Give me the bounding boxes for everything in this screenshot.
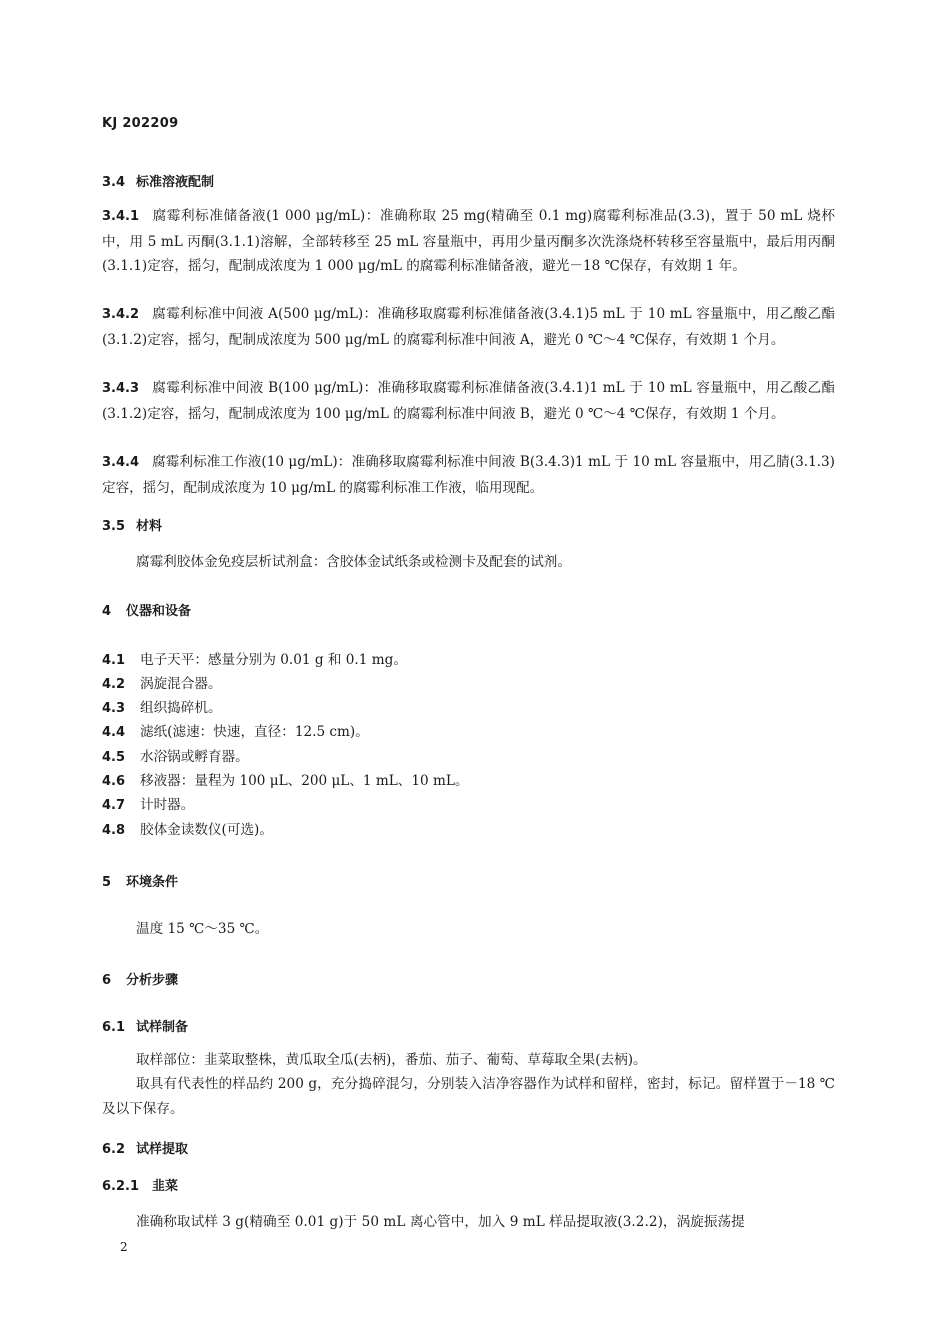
- section-title: 分析步骤: [126, 973, 179, 988]
- item-number: 4.8: [102, 823, 126, 838]
- item-text: 计时器。: [140, 797, 195, 813]
- section-title: 韭菜: [152, 1179, 179, 1194]
- item-number: 4.7: [102, 798, 126, 813]
- section-3-4-heading: [102, 171, 214, 190]
- materials-text: 腐霉利胶体金免疫层析试剂盒：含胶体金试纸条或检测卡及配套的试剂。: [136, 554, 571, 570]
- sampling-text: 取样部位：韭菜取整株，黄瓜取全瓜(去柄)，番茄、茄子、葡萄、草莓取全果(去柄)。: [136, 1052, 647, 1068]
- item-number: 4.3: [102, 701, 126, 716]
- section-number: 5: [102, 875, 112, 890]
- section-6-2-heading: [102, 1138, 188, 1157]
- section-6-heading: [102, 969, 178, 988]
- item-text: 涡旋混合器。: [140, 676, 222, 692]
- clause-text: 腐霉利标准工作液(10 μg/mL)：准确移取腐霉利标准中间液 B(3.4.3)1 mL 于 10 mL 容量瓶中，用乙腈(3.1.3)定容，摇匀，配制成浓度为 10 μg/mL 的腐霉利标准工作液，临用现配。: [102, 454, 835, 496]
- item-number: 4.6: [102, 774, 126, 789]
- clause-number: 3.4.4: [102, 455, 140, 470]
- item-text: 水浴锅或孵育器。: [140, 749, 249, 765]
- equipment-item: [102, 769, 469, 794]
- equipment-item: [102, 720, 369, 745]
- section-number: 6.2: [102, 1142, 126, 1157]
- page-number: 2: [120, 1240, 128, 1254]
- document-code: KJ 202209: [102, 116, 179, 131]
- section-title: 试样制备: [136, 1020, 189, 1035]
- section-5-heading: [102, 871, 178, 890]
- section-title: 试样提取: [136, 1142, 189, 1157]
- environment-text: 温度 15 ℃～35 ℃。: [136, 921, 269, 937]
- item-text: 组织捣碎机。: [140, 700, 222, 716]
- sample-prep-text: 取具有代表性的样品约 200 g，充分捣碎混匀，分别装入洁净容器作为试样和留样，密封，标记。留样置于－18 ℃及以下保存。: [102, 1076, 835, 1117]
- equipment-item: [102, 818, 273, 843]
- paragraph-3-4-4: [102, 450, 835, 500]
- section-number: 4: [102, 604, 112, 619]
- item-text: 胶体金读数仪(可选)。: [140, 822, 273, 838]
- equipment-item: [102, 696, 222, 721]
- section-number: 6.1: [102, 1020, 126, 1035]
- equipment-item: [102, 793, 194, 818]
- section-6-2-1-heading: [102, 1175, 178, 1194]
- section-title: 标准溶液配制: [136, 175, 215, 190]
- item-number: 4.4: [102, 725, 126, 740]
- section-title: 材料: [136, 519, 163, 534]
- clause-text: 腐霉利标准中间液 A(500 μg/mL)：准确移取腐霉利标准储备液(3.4.1)5 mL 于 10 mL 容量瓶中，用乙酸乙酯(3.1.2)定容，摇匀，配制成浓度为 500 μg/mL 的腐霉利标准中间液 A，避光 0 ℃～4 ℃保存，有效期 1 个月。: [102, 306, 835, 348]
- equipment-item: [102, 745, 249, 770]
- clause-text: 腐霉利标准中间液 B(100 μg/mL)：准确移取腐霉利标准储备液(3.4.1)1 mL 于 10 mL 容量瓶中，用乙酸乙酯(3.1.2)定容，摇匀，配制成浓度为 100 μg/mL 的腐霉利标准中间液 B，避光 0 ℃～4 ℃保存，有效期 1 个月。: [102, 380, 835, 422]
- equipment-item: [102, 648, 407, 673]
- section-6-1-heading: [102, 1016, 188, 1035]
- extraction-text: 准确称取试样 3 g(精确至 0.01 g)于 50 mL 离心管中，加入 9 mL 样品提取液(3.2.2)，涡旋振荡提: [136, 1214, 745, 1230]
- section-number: 3.4: [102, 175, 126, 190]
- section-number: 3.5: [102, 519, 126, 534]
- clause-number: 3.4.3: [102, 381, 140, 396]
- section-4-heading: [102, 600, 191, 619]
- item-number: 4.2: [102, 677, 126, 692]
- clause-text: 腐霉利标准储备液(1 000 μg/mL)：准确称取 25 mg(精确至 0.1 mg)腐霉利标准品(3.3)，置于 50 mL 烧杯中，用 5 mL 丙酮(3.1.1)溶解，全部转移至 25 mL 容量瓶中，再用少量丙酮多次洗涤烧杯转移至容量瓶中，最后用丙酮(3.1.1)定容，摇匀，配制成浓度为 1 000 μg/mL 的腐霉利标准储备液，避光－18 ℃保存，有效期 1 年。: [102, 208, 835, 275]
- clause-number: 3.4.2: [102, 307, 140, 322]
- section-number: 6: [102, 973, 112, 988]
- item-number: 4.5: [102, 750, 126, 765]
- item-text: 电子天平：感量分别为 0.01 g 和 0.1 mg。: [140, 652, 407, 668]
- clause-number: 3.4.1: [102, 209, 140, 224]
- section-title: 仪器和设备: [126, 604, 192, 619]
- section-3-5-heading: [102, 515, 162, 534]
- section-title: 环境条件: [126, 875, 179, 890]
- item-text: 滤纸(滤速：快速，直径：12.5 cm)。: [140, 724, 369, 740]
- item-text: 移液器：量程为 100 μL、200 μL、1 mL、10 mL。: [140, 773, 469, 789]
- item-number: 4.1: [102, 653, 126, 668]
- section-number: 6.2.1: [102, 1179, 140, 1194]
- paragraph-3-4-1: [102, 204, 835, 279]
- paragraph-3-4-3: [102, 376, 835, 426]
- equipment-item: [102, 672, 222, 697]
- paragraph-3-4-2: [102, 302, 835, 352]
